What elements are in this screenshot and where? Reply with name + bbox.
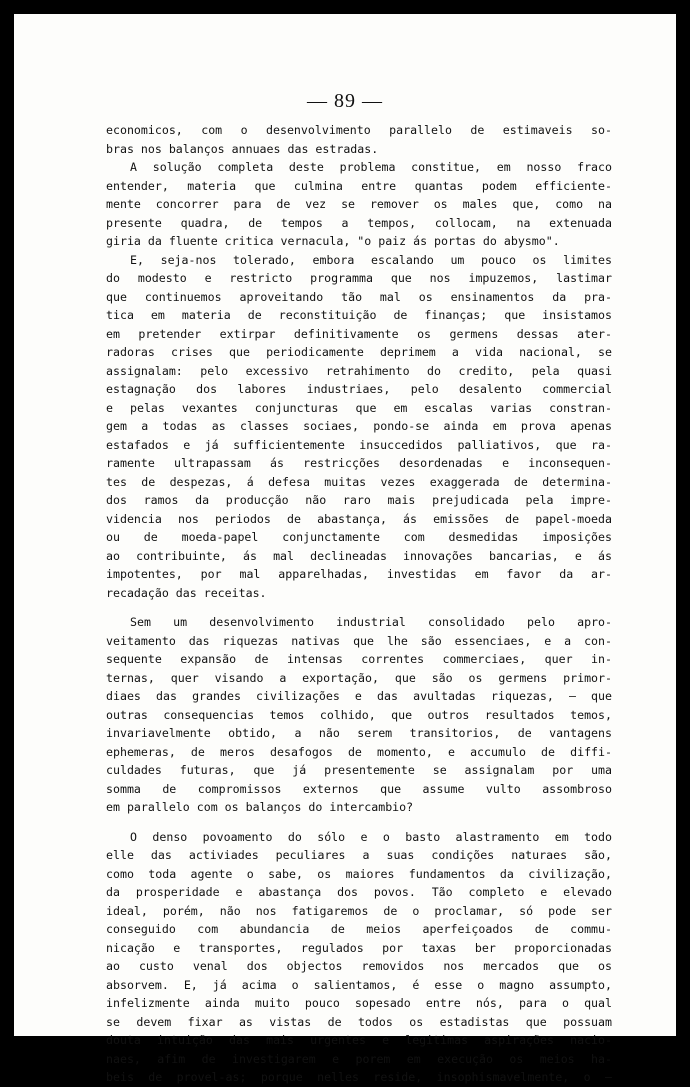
paragraph [106,613,612,817]
text-line: tes de despezas, á defesa muitas vezes exaggerada de determina- [106,474,612,489]
text-line: douta intuição das mais urgentes e legitimas aspirações nacio- [106,1033,612,1047]
text-line: conseguido com abundancia de meios aperfeiçoados de commu- [106,922,612,936]
text-line: invariavelmente obtido, a não serem transitorios, de vantagens [106,726,612,740]
text-line: ao custo venal dos objectos removidos nos mercados que os [106,959,612,973]
book-page [14,14,676,1084]
text-line: estafados e já sufficientemente insuccedidos palliativos, que ra- [106,437,612,452]
text-line: nicação e transportes, regulados por taxas ber proporcionadas [106,940,612,955]
text-line: veitamento das riquezas nativas que lhe são essenciaes, e a con- [106,633,612,648]
text-line: em pretender extirpar definitivamente os germens dessas ater- [106,326,612,341]
paragraph [106,158,612,251]
text-line: E, seja-nos tolerado, embora escalando um pouco os limites [130,252,612,267]
text-line: bras nos balanços annuaes das estradas. [106,141,379,156]
text-line: ephemeras, de meros desafogos de momento, e accumulo de diffi- [106,744,612,759]
text-line: impotentes, por mal apparelhadas, investidas em favor da ar- [106,567,612,581]
text-line: do modesto e restricto programma que nos impuzemos, lastimar [106,271,612,285]
paragraph [106,251,612,603]
body-text [106,121,612,1087]
text-line: giria da fluente critica vernacula, "o paiz ás portas do abysmo". [106,234,560,248]
text-line: economicos, com o desenvolvimento parallelo de estimaveis so- [106,123,612,137]
text-line: A solução completa deste problema constitue, em nosso fraco [130,160,612,174]
text-line: presente quadra, de tempos a tempos, collocam, na extenuada [106,215,612,230]
text-line: gem a todas as classes sociaes, pondo-se ainda em prova apenas [106,419,612,433]
text-line: ideal, porém, não nos fatigaremos de o proclamar, só pode ser [106,903,612,918]
text-line: se devem fixar as vistas de todos os estadistas que possuam [106,1014,612,1029]
page-number: — 89 — [307,90,383,112]
text-line: ao contribuinte, ás mal declineadas innovações bancarias, e ás [106,548,612,563]
paragraph [106,121,612,158]
text-line: e pelas vexantes conjuncturas que em escalas varias constran- [106,400,612,415]
text-line: sequente expansão de intensas correntes commerciaes, quer in- [106,652,612,666]
text-line: O denso povoamento do sólo e o basto alastramento em todo [130,829,612,844]
text-line: radoras crises que periodicamente deprimem a vida nacional, se [106,345,612,359]
text-line: em parallelo com os balanços do intercambio? [106,800,414,814]
text-line: diaes das grandes civilizações e das avultadas riquezas, — que [106,689,612,703]
text-line: infelizmente ainda muito pouco sopesado entre nós, para o qual [106,996,612,1010]
text-line: recadação das receitas. [106,585,267,600]
text-line: assignalam: pelo excessivo retrahimento do credito, pela quasi [106,363,612,378]
text-line: dos ramos da producção não raro mais prejudicada pela impre- [106,493,612,507]
text-line: outras consequencias temos colhido, que outros resultados temos, [106,707,612,722]
text-line: como toda agente o sabe, os maiores fundamentos da civilização, [106,866,612,881]
text-line: absorvem. E, já acima o salientamos, é esse o magno assumpto, [106,977,612,992]
text-line: ramente ultrapassam ás restricções desordenadas e inconsequen- [106,456,612,470]
text-line: da prosperidade e abastança dos povos. Tão completo e elevado [106,885,612,899]
text-line: elle das activiades peculiares a suas condições naturaes são, [106,848,612,862]
text-line: ternas, quer visando a exportação, que são os germens primor- [106,670,612,685]
text-line: ou de moeda-papel conjunctamente com desmedidas imposições [106,530,612,544]
text-line: culdades futuras, que já presentemente se assignalam por uma [106,763,612,777]
text-line: somma de compromissos externos que assume vulto assombroso [106,781,612,796]
text-line: entender, materia que culmina entre quantas podem efficiente- [106,178,612,193]
text-line: estagnação dos labores industriaes, pelo desalento commercial [106,382,612,396]
text-line: videncia nos periodos de abastança, ás emissões de papel-moeda [106,511,612,526]
text-line: Sem um desenvolvimento industrial consolidado pelo apro- [130,615,612,629]
text-line: tica em materia de reconstituição de finanças; que insistamos [106,308,612,322]
text-line: beis de provel-as; porque nelles reside, insophismavelmente, o — [106,1070,612,1084]
text-line: mente concorrer para de vez se remover os males que, como na [106,197,612,211]
paragraph [106,828,612,1087]
text-line: que continuemos aproveitando tão mal os ensinamentos da pra- [106,289,612,304]
text-line: naes, afim de investigarem e porem em execução os meios ha- [106,1051,612,1066]
